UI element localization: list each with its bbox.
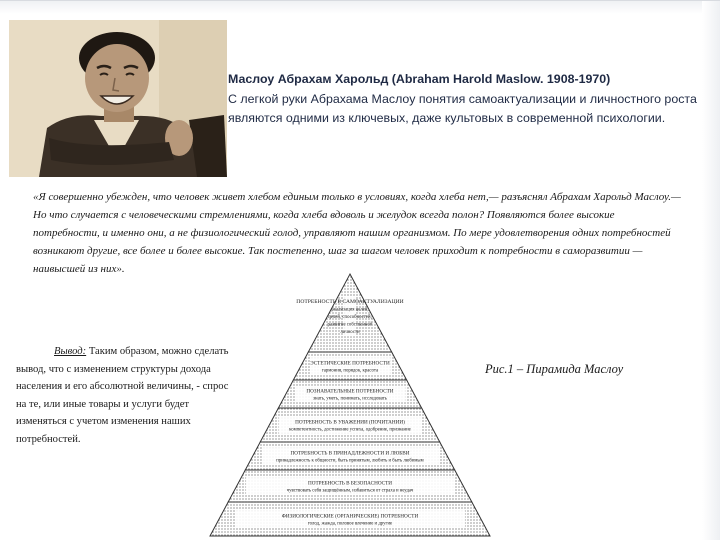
portrait-photo — [9, 20, 227, 177]
pyramid-level-title: ПОТРЕБНОСТЬ В БЕЗОПАСНОСТИ — [307, 480, 393, 487]
pyramid-level — [296, 274, 403, 352]
pyramid-level — [210, 502, 490, 536]
maslow-pyramid-figure — [200, 270, 500, 540]
conclusion-label: Вывод: — [54, 346, 87, 357]
pyramid-level-title: ПОЗНАВАТЕЛЬНЫЕ ПОТРЕБНОСТИ — [306, 388, 394, 395]
pyramid-level-title: ПОТРЕБНОСТЬ В САМОАКТУАЛИЗАЦИИ — [296, 299, 404, 305]
pyramid-level-title: ПОТРЕБНОСТЬ В УВАЖЕНИИ (ПОЧИТАНИИ) — [295, 419, 405, 426]
figure-caption: Рис.1 – Пирамида Маслоу — [485, 362, 624, 376]
pyramid-level-detail: знать, уметь, понимать, исследовать — [313, 396, 387, 402]
pyramid-level — [228, 470, 472, 502]
biography-block — [228, 70, 698, 129]
pyramid-level-detail: компетентность, достижение успеха, одобрение, признание — [289, 427, 411, 433]
pyramid-level — [278, 380, 421, 408]
pyramid-level-detail: гармония, порядок, красота — [321, 368, 379, 374]
pyramid-level-detail: развитие собственной — [327, 322, 373, 328]
conclusion-text: Таким образом, можно сделать вывод, что с изменением структуры дохода населения и его абсолютной величины, - спрос на те, или иные товары и услуги будет изменяться с учетом изменения наших потребностей. — [16, 346, 229, 445]
pyramid-level — [260, 408, 440, 442]
biography-text: С легкой руки Абрахама Маслоу понятия самоактуализации и личностного роста являются одними из ключевых, даже культовых в современной психологии. — [228, 91, 697, 125]
pyramid-level-detail: целей, способностей, — [328, 315, 372, 320]
pyramid-level-title: ЭСТЕТИЧЕСКИЕ ПОТРЕБНОСТИ — [310, 360, 390, 367]
biography-title: Маслоу Абрахам Харольд (Abraham Harold Maslow. 1908-1970) — [228, 72, 611, 86]
maslow-quote: «Я совершенно убежден, что человек живет хлебом единым только в условиях, когда хлеба нет,— разъяснял Абрахам Харольд Маслоу.— Но что случается с человеческими стремлениями, когда хлеба вдоволь и желудок всегда полон? Появляются более высокие потребности, и именно они, а не физиологический голод, управляют нашим организмом. По мере удовлетворения одних потребностей возникают другие, все более и более высокие. Так постепенно, шаг за шагом человек приходит к потребности в саморазвитии — наивысшей из них». — [33, 191, 681, 275]
pyramid-level-title: ПОТРЕБНОСТЬ В ПРИНАДЛЕЖНОСТИ И ЛЮБВИ — [290, 450, 410, 457]
conclusion-block — [16, 343, 238, 448]
pyramid-level-detail: голод, жажда, половое влечение и другие — [307, 521, 393, 527]
pyramid-level — [245, 442, 454, 470]
pyramid-level-detail: реализация целей, — [331, 307, 369, 313]
pyramid-level-title: ФИЗИОЛОГИЧЕСКИЕ (ОРГАНИЧЕСКИЕ) ПОТРЕБНОСТИ — [281, 513, 419, 520]
pyramid-level-detail: чувствовать себя защищённым, избавиться от страха и неудач — [286, 488, 414, 494]
pyramid-level-detail: принадлежность к общности, быть принятым, любить и быть любимым — [276, 458, 424, 464]
pyramid-level-detail: личности — [340, 330, 360, 335]
pyramid-svg — [200, 270, 500, 540]
pyramid-level — [293, 352, 406, 380]
